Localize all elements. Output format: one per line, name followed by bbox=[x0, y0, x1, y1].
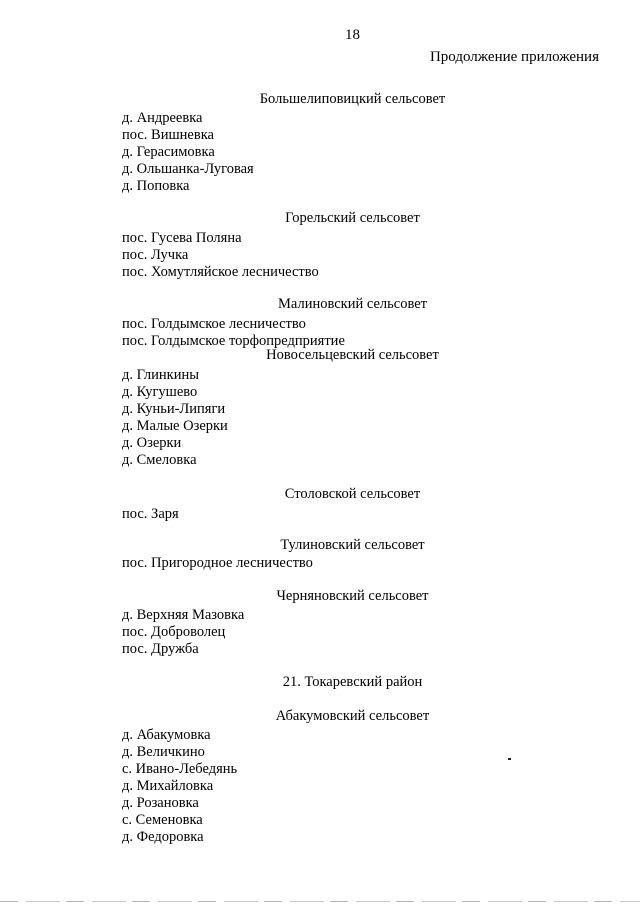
settlement-item: д. Озерки bbox=[122, 435, 182, 451]
settlement-item: д. Поповка bbox=[122, 178, 190, 194]
settlement-item: д. Абакумовка bbox=[122, 727, 211, 743]
settlement-item: пос. Доброволец bbox=[122, 624, 226, 640]
council-heading: Тулиновский сельсовет bbox=[280, 537, 425, 553]
settlement-item: д. Герасимовка bbox=[122, 144, 215, 160]
settlement-item: пос. Пригородное лесничество bbox=[122, 555, 313, 571]
settlement-item: пос. Вишневка bbox=[122, 127, 214, 143]
settlement-item: д. Кугушево bbox=[122, 384, 198, 400]
settlement-item: д. Федоровка bbox=[122, 829, 204, 845]
council-heading: Горельский сельсовет bbox=[285, 210, 420, 226]
settlement-item: д. Ольшанка-Луговая bbox=[122, 161, 254, 177]
settlement-item: д. Величкино bbox=[122, 744, 205, 760]
settlement-item: д. Смеловка bbox=[122, 452, 197, 468]
council-heading: Новосельцевский сельсовет bbox=[266, 347, 439, 363]
settlement-item: пос. Дружба bbox=[122, 641, 199, 657]
settlement-item: д. Андреевка bbox=[122, 110, 203, 126]
settlement-item: пос. Голдымское лесничество bbox=[122, 316, 306, 332]
council-heading: Черняновский сельсовет bbox=[276, 588, 429, 604]
settlement-item: д. Михайловка bbox=[122, 778, 214, 794]
settlement-item: пос. Лучка bbox=[122, 247, 189, 263]
settlement-item: пос. Гусева Поляна bbox=[122, 230, 242, 246]
district-heading: 21. Токаревский район bbox=[282, 674, 423, 690]
settlement-item: пос. Хомутляйское лесничество bbox=[122, 264, 319, 280]
settlement-item: пос. Заря bbox=[122, 506, 179, 522]
council-heading: Большелиповицкий сельсовет bbox=[259, 91, 446, 107]
council-heading: Абакумовский сельсовет bbox=[275, 708, 430, 724]
scan-edge-line bbox=[0, 901, 640, 902]
settlement-item: д. Малые Озерки bbox=[122, 418, 228, 434]
settlement-item: д. Верхняя Мазовка bbox=[122, 607, 245, 623]
settlement-item: с. Ивано-Лебедянь bbox=[122, 761, 238, 777]
settlement-item: с. Семеновка bbox=[122, 812, 203, 828]
settlement-item: д. Глинкины bbox=[122, 367, 199, 383]
scan-speck bbox=[508, 758, 511, 760]
settlement-item: д. Розановка bbox=[122, 795, 199, 811]
settlement-item: д. Куньи-Липяги bbox=[122, 401, 226, 417]
continuation-label: Продолжение приложения bbox=[429, 49, 599, 65]
council-heading: Малиновский сельсовет bbox=[278, 296, 427, 312]
settlement-item: пос. Голдымское торфопредприятие bbox=[122, 333, 345, 349]
council-heading: Столовской сельсовет bbox=[284, 486, 421, 502]
page-number: 18 bbox=[345, 27, 360, 43]
